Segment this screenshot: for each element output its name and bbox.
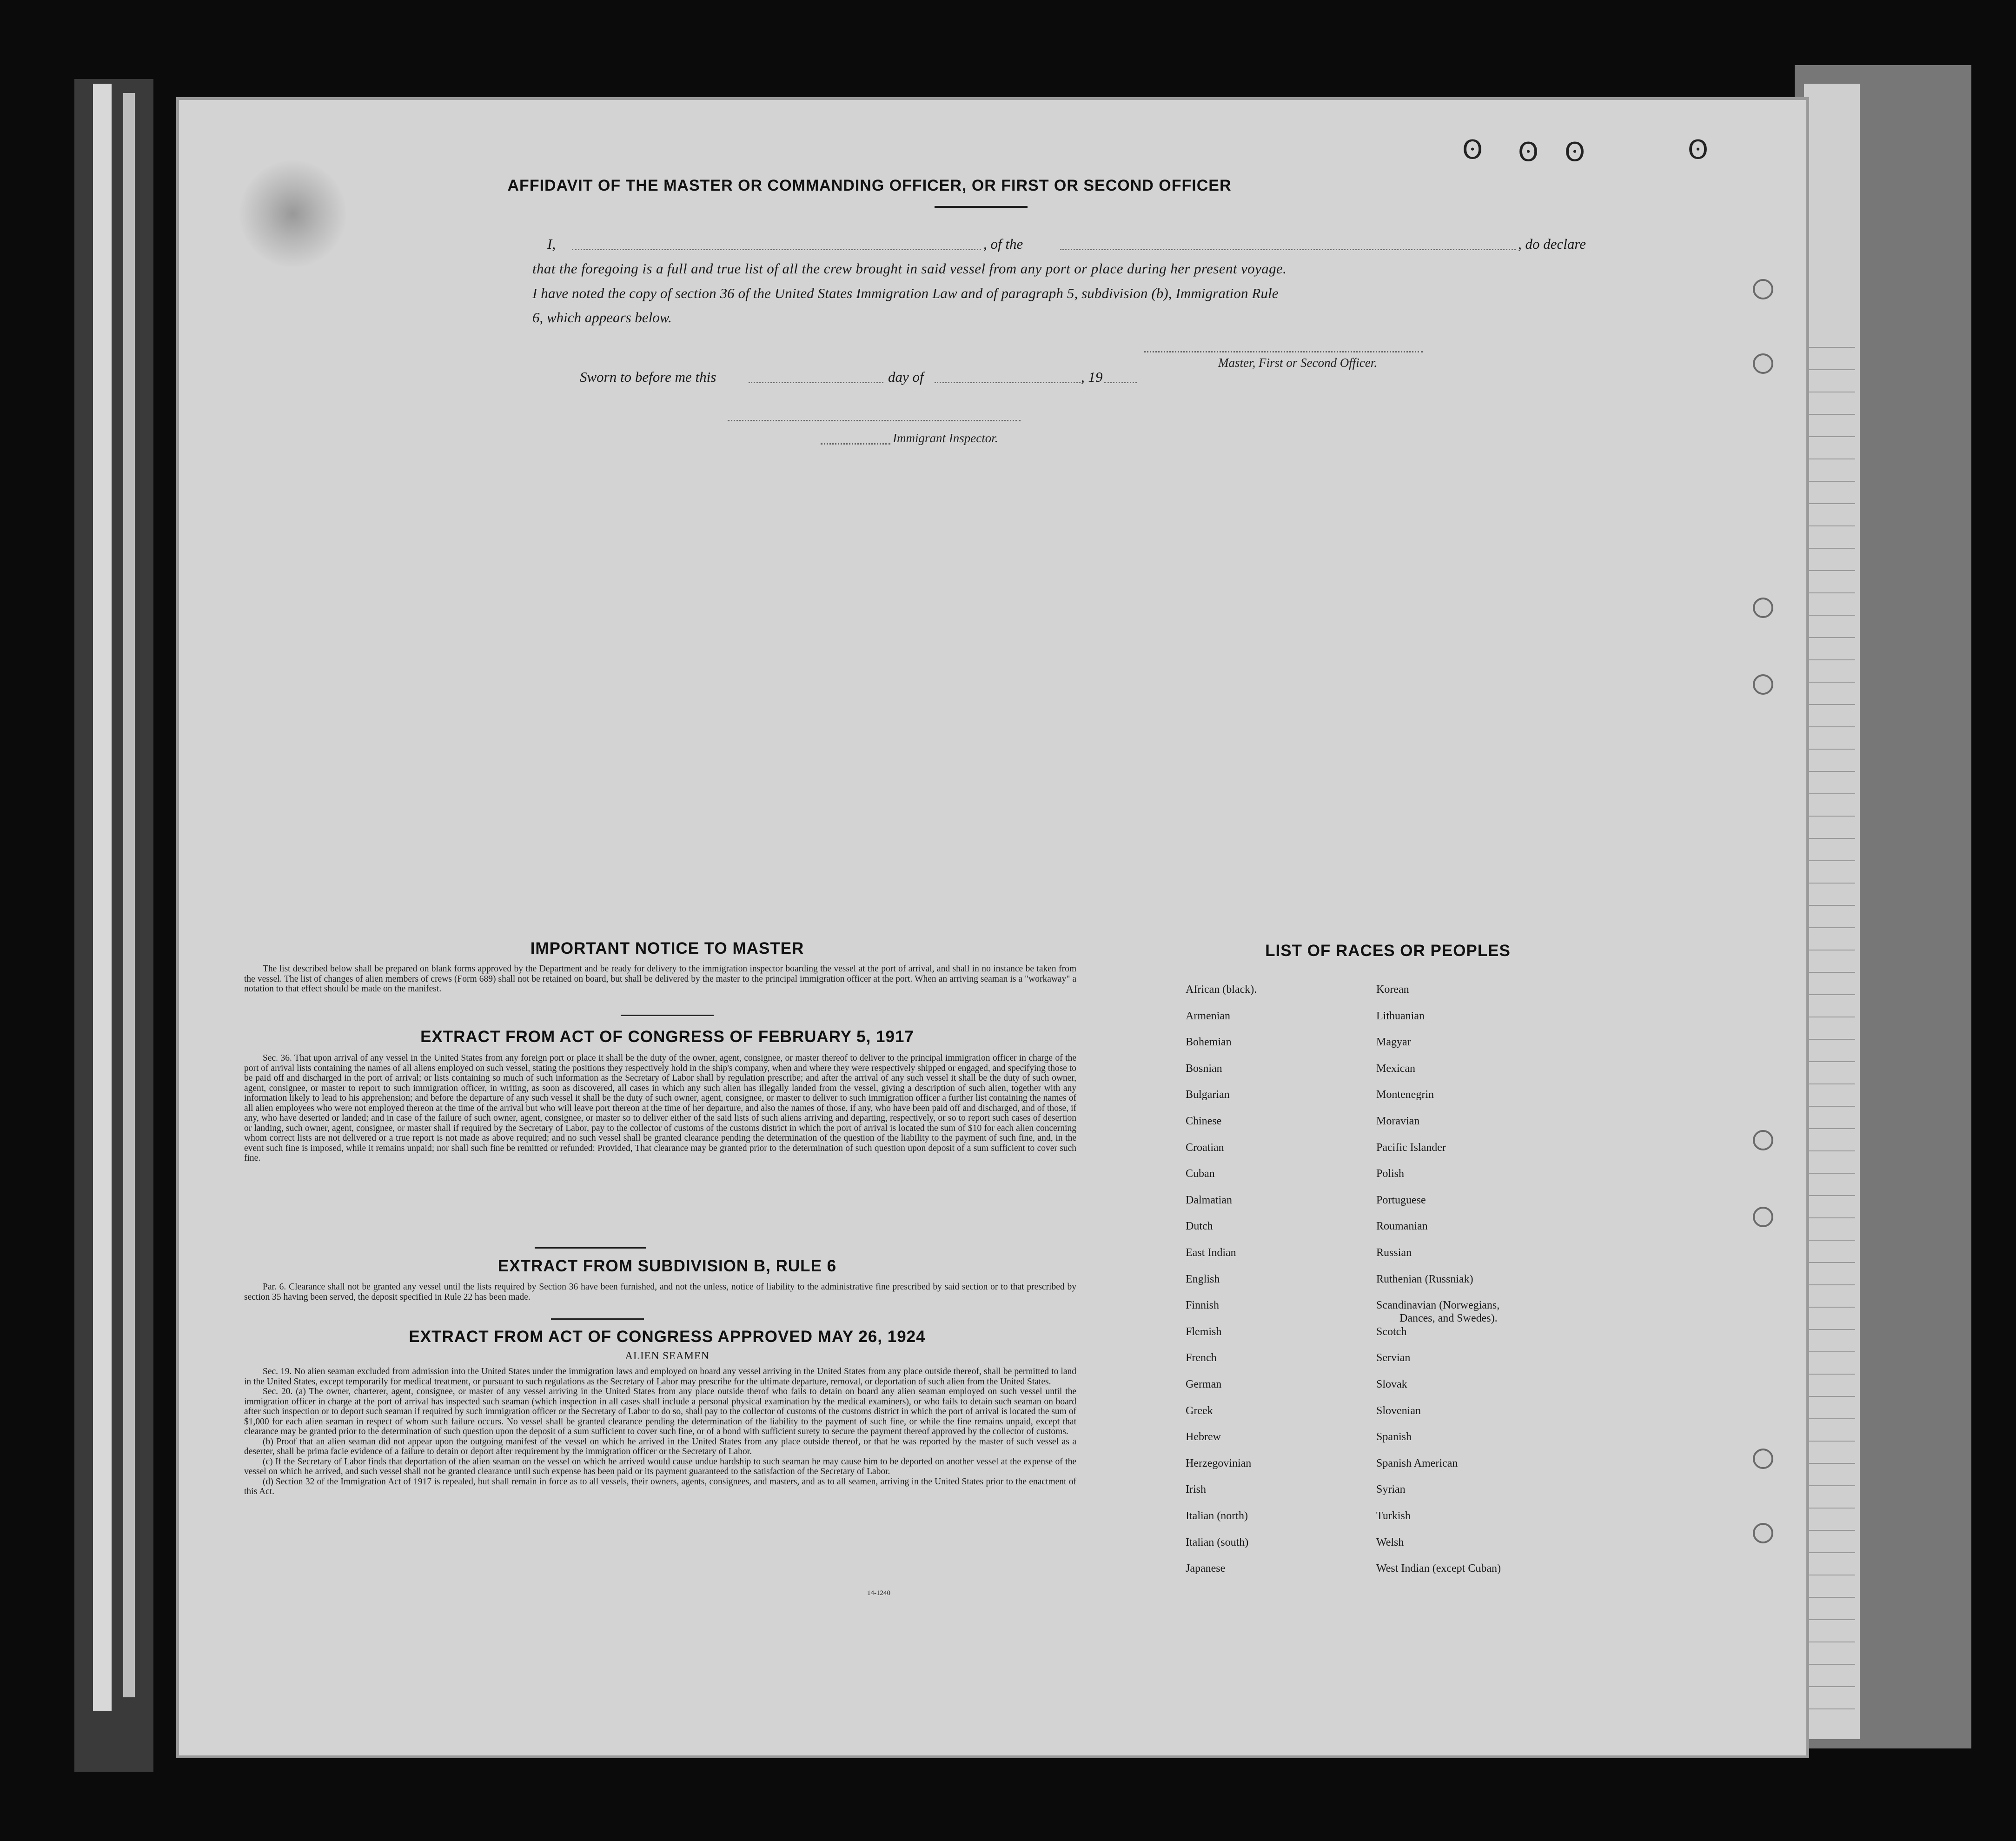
ruled-lines: [1809, 326, 1855, 1721]
vessel-field[interactable]: [1060, 249, 1516, 250]
race-item: African (black).: [1186, 984, 1257, 996]
affidavit-line-2: that the foregoing is a full and true list of all the crew brought in said vessel from any port or place during her present voyage.: [532, 260, 1287, 277]
punch-hole: [1753, 1130, 1773, 1150]
affidavit-line-4: 6, which appears below.: [532, 309, 672, 326]
name-field[interactable]: [572, 249, 981, 250]
extract-1924-text: Sec. 19. No alien seaman excluded from admission into the United States under the immigration laws and employed on board any vessel arriving in the United States from any place outside thereof, shall be permitted to land in the United States, except temporarily for medical treatment, or pursuant to such regulations as the Secretary of Labor may prescribe for the ultimate departure, removal, or deportation of such alien from the United States. Sec. 20. (a) The owner, charterer, agent, consignee, or master of any vessel arriving in the United States from any place outside therof who fails to detain on board any alien seaman employed on such vessel until the immigration officer in charge at the port of arrival has inspected such seaman (which inspection in all cases shall include a personal physical examination by the medical examiners), or who fails to detain such seaman on board after such inspection or to deport such seaman if required by such immigration officer or the Secretary of Labor to do so, shall pay to the collector of customs of the customs district in which the port of arrival is located the sum of $1,000 for each alien seaman in respect of whom such failure occurs. No vessel shall be granted clearance pending the determination of the liability to the payment of such fine, or while the fine remains unpaid, except that clearance may be granted prior to the determination of such question upon the deposit of a sum sufficient to cover such fine, or of a bond with sufficient surety to secure the payment thereof approved by the collector of customs. (b) Proof that an alien seaman did not appear upon the outgoing manifest of the vessel on which he arrived in the United States from any place outside thereof, or that he was reported by the master of such vessel as a deserter, shall be prima facie evidence of a failure to detain or deport after requirement by the immigration officer or the Secretary of Labor. (c) If the Secretary of Labor finds that deportation of the alien seaman on the vessel on which he arrived would cause undue hardship to such seaman he may cause him to be deported on another vessel at the expense of the vessel on which he arrived, and such vessel shall not be granted clearance until such expense has been paid or its payment guaranteed to the satisfaction of the Secretary of Labor. (d) Section 32 of the Immigration Act of 1917 is repealed, but shall remain in force as to all vessels, their owners, agents, consignees, and masters, and as to all seamen, arriving in the United States prior to the enactment of this Act.: [244, 1367, 1076, 1496]
race-item: Italian (south): [1186, 1536, 1249, 1549]
race-item: Russian: [1376, 1247, 1412, 1259]
race-item: Herzegovinian: [1186, 1457, 1252, 1469]
title-rule: [935, 206, 1028, 208]
race-item: Portuguese: [1376, 1194, 1426, 1206]
form-number: 14-1240: [867, 1589, 890, 1597]
punch-hole: [1753, 674, 1773, 695]
sworn-month-field[interactable]: [935, 382, 1083, 383]
race-item: East Indian: [1186, 1247, 1236, 1259]
race-item: Korean: [1376, 984, 1409, 996]
inspector-sub-line: [821, 443, 890, 445]
page-mark: ʘ: [1565, 137, 1585, 167]
extract-1924-title: EXTRACT FROM ACT OF CONGRESS APPROVED MAY 26, 1924: [409, 1328, 926, 1346]
master-signature-line[interactable]: [1144, 351, 1423, 352]
section-rule: [621, 1015, 714, 1016]
race-item: Irish: [1186, 1483, 1206, 1496]
race-item: English: [1186, 1273, 1220, 1285]
race-item: Moravian: [1376, 1115, 1420, 1127]
race-item: Chinese: [1186, 1115, 1222, 1127]
punch-hole: [1753, 1449, 1773, 1469]
race-item: Bohemian: [1186, 1036, 1232, 1049]
affidavit-declare: , do declare: [1518, 236, 1586, 252]
race-item: Servian: [1376, 1352, 1411, 1364]
race-item: Scandinavian (Norwegians,: [1376, 1299, 1500, 1312]
punch-hole: [1753, 1523, 1773, 1543]
race-item: Finnish: [1186, 1299, 1220, 1312]
race-item: French: [1186, 1352, 1217, 1364]
race-item: German: [1186, 1378, 1222, 1390]
race-item: Bosnian: [1186, 1062, 1222, 1075]
race-item: Slovenian: [1376, 1404, 1421, 1417]
race-item: Scotch: [1376, 1325, 1407, 1338]
races-title: LIST OF RACES OR PEOPLES: [1265, 942, 1511, 960]
extract-1917-text: Sec. 36. That upon arrival of any vessel in the United States from any foreign port or place it shall be the duty of the owner, agent, consignee, or master thereof to deliver to the principal immigration officer in charge of the port of arrival lists containing the names of all aliens employed on such vessel, stating the positions they respectively hold in the ship's company, when and where they were respectively shipped or engaged, and specifying those to be paid off and discharged in the port of arrival; or lists containing so much of such information as the Secretary of Labor shall by regulation prescribe; and after the arrival of any such vessel it shall be the duty of such owner, agent, consignee, or master to report to such immigration officer, in writing, as soon as discovered, all cases in which any such alien has illegally landed from the vessel, giving a description of such alien, together with any information likely to lead to his apprehension; and before the departure of any such vessel it shall be the duty of such owner, agent, consignee, or master to deliver to such immigration officer a further list containing the names of all alien employees who were not employed thereon at the time of the arrival but who will leave port thereon at the time of her departure, and also the names of those, if any, who have been paid off and discharged, and of those, if any, who have deserted or landed; and in case of the failure of such owner, agent, consignee, or master so to deliver either of the said lists of such aliens arriving and departing, respectively, or so to report such cases of desertion or landing, such owner, agent, consignee, or master shall if required by the Secretary of Labor, pay to the collector of customs of the customs district in which the port of arrival is located the sum of $10 for each alien concerning whom correct lists are not delivered or a true report is not made as above required; and no such vessel shall be granted clearance pending the determination of the question of the liability to the payment of such fine, and, in the event such fine is imposed, while it remains unpaid; nor shall such fine be remitted or refunded: Provided, That clearance may be granted prior to the determination of such question upon deposit of a sum sufficient to cover such fine.: [244, 1053, 1076, 1163]
page-mark: ʘ: [1462, 135, 1483, 165]
race-item: Greek: [1186, 1404, 1213, 1417]
left-page-edge-inner: [123, 93, 135, 1697]
sworn-day-of: day of: [888, 369, 924, 385]
punch-hole: [1753, 279, 1773, 299]
race-item: Flemish: [1186, 1325, 1222, 1338]
affidavit-i: I,: [547, 236, 556, 252]
race-item: Spanish American: [1376, 1457, 1458, 1469]
affidavit-line-3: I have noted the copy of section 36 of the United States Immigration Law and of paragraph 5, subdivision (b), Immigration Rule: [532, 285, 1279, 301]
race-item: Welsh: [1376, 1536, 1404, 1549]
race-item: Spanish: [1376, 1431, 1412, 1443]
race-item: Mexican: [1376, 1062, 1415, 1075]
race-item: West Indian (except Cuban): [1376, 1562, 1501, 1575]
stamp-seal: [239, 160, 346, 267]
left-page-edge: [93, 84, 112, 1711]
section-rule: [551, 1318, 644, 1320]
master-signature-label: Master, First or Second Officer.: [1218, 356, 1377, 370]
sworn-day-field[interactable]: [749, 382, 883, 383]
race-item: Roumanian: [1376, 1220, 1428, 1233]
race-item: Slovak: [1376, 1378, 1407, 1390]
race-item: Croatian: [1186, 1141, 1224, 1154]
section-rule: [535, 1247, 646, 1249]
sworn-year: , 19: [1081, 369, 1103, 385]
punch-hole: [1753, 1207, 1773, 1227]
race-item: Syrian: [1376, 1483, 1406, 1496]
alien-seamen-subtitle: ALIEN SEAMEN: [625, 1350, 710, 1362]
race-item: Hebrew: [1186, 1431, 1221, 1443]
page-mark: ʘ: [1518, 137, 1539, 167]
race-item: Lithuanian: [1376, 1010, 1425, 1022]
race-item: Bulgarian: [1186, 1089, 1230, 1101]
affidavit-title: AFFIDAVIT OF THE MASTER OR COMMANDING OFFICER, OR FIRST OR SECOND OFFICER: [507, 177, 1232, 194]
race-item: Dutch: [1186, 1220, 1213, 1233]
document-page: [179, 100, 1806, 1755]
race-item: Italian (north): [1186, 1510, 1248, 1522]
race-item: Dances, and Swedes).: [1399, 1312, 1498, 1325]
race-item: Magyar: [1376, 1036, 1411, 1049]
sworn-text: Sworn to before me this: [580, 369, 716, 385]
race-item: Japanese: [1186, 1562, 1226, 1575]
race-item: Pacific Islander: [1376, 1141, 1446, 1154]
sworn-year-field[interactable]: [1104, 382, 1137, 383]
notice-text: The list described below shall be prepared on blank forms approved by the Department and be ready for delivery to the immigration inspector boarding the vessel at the port of arrival, and shall in no instance be taken from the vessel. The list of changes of alien members of crews (Form 689) shall not be retained on board, but shall be delivered by the master to the principal immigration officer at the port. When an arriving seaman is a "workaway" a notation to that effect should be made on the manifest.: [244, 964, 1076, 994]
race-item: Dalmatian: [1186, 1194, 1232, 1206]
inspector-signature-line[interactable]: [728, 420, 1021, 421]
race-item: Armenian: [1186, 1010, 1230, 1022]
extract-1917-title: EXTRACT FROM ACT OF CONGRESS OF FEBRUARY 5, 1917: [420, 1028, 914, 1046]
rule6-text: Par. 6. Clearance shall not be granted any vessel until the lists required by Section 36 have been furnished, and not the unless, notice of liability to the administrative fine prescribed by said section or to that prescribed by section 35 having been served, the deposit specified in Rule 22 has been made.: [244, 1282, 1076, 1302]
punch-hole: [1753, 598, 1773, 618]
left-binding-shadow: [74, 79, 153, 1772]
race-item: Ruthenian (Russniak): [1376, 1273, 1473, 1285]
race-item: Turkish: [1376, 1510, 1411, 1522]
page-mark: ʘ: [1688, 135, 1709, 165]
affidavit-of-the: , of the: [983, 236, 1023, 252]
rule6-title: EXTRACT FROM SUBDIVISION B, RULE 6: [497, 1257, 837, 1275]
race-item: Cuban: [1186, 1168, 1215, 1180]
punch-hole: [1753, 353, 1773, 374]
race-item: Polish: [1376, 1168, 1405, 1180]
notice-title: IMPORTANT NOTICE TO MASTER: [530, 939, 804, 957]
inspector-label: Immigrant Inspector.: [893, 431, 998, 445]
race-item: Montenegrin: [1376, 1089, 1434, 1101]
